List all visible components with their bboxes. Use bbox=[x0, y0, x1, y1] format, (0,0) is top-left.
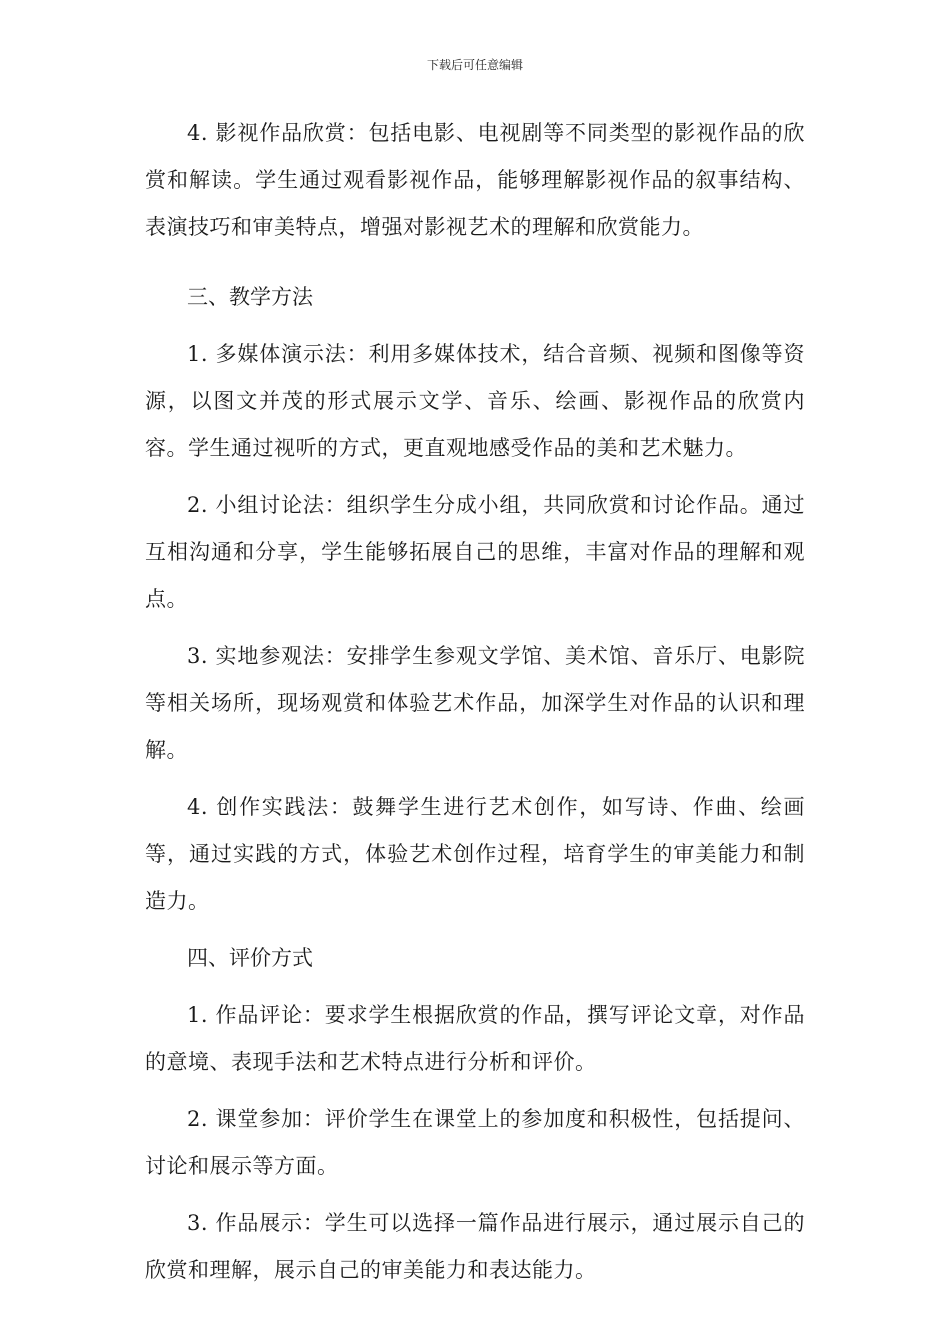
paragraph-method-multimedia: 1. 多媒体演示法：利用多媒体技术，结合音频、视频和图像等资源，以图文并茂的形式展示文学、音乐、绘画、影视作品的欣赏内容。学生通过视听的方式，更直观地感受作品的美和艺术魅力。 bbox=[145, 342, 805, 460]
page-header: 下载后可任意编辑 bbox=[426, 58, 523, 72]
paragraph-eval-participation: 2. 课堂参加：评价学生在课堂上的参加度和积极性，包括提问、讨论和展示等方面。 bbox=[145, 1107, 805, 1178]
heading-evaluation: 四、评价方式 bbox=[187, 946, 313, 970]
paragraph-method-group-discussion: 2. 小组讨论法：组织学生分成小组，共同欣赏和讨论作品。通过互相沟通和分享，学生能够拓展自己的思维，丰富对作品的理解和观点。 bbox=[145, 493, 805, 611]
paragraph-method-creative-practice: 4. 创作实践法：鼓舞学生进行艺术创作，如写诗、作曲、绘画等，通过实践的方式，体验艺术创作过程，培育学生的审美能力和制造力。 bbox=[145, 795, 805, 913]
paragraph-eval-review: 1. 作品评论：要求学生根据欣赏的作品，撰写评论文章，对作品的意境、表现手法和艺术特点进行分析和评价。 bbox=[145, 1003, 805, 1074]
paragraph-eval-showcase: 3. 作品展示：学生可以选择一篇作品进行展示，通过展示自己的欣赏和理解，展示自己的审美能力和表达能力。 bbox=[145, 1211, 805, 1282]
heading-teaching-methods: 三、教学方法 bbox=[187, 285, 313, 309]
paragraph-film-appreciation: 4. 影视作品欣赏：包括电影、电视剧等不同类型的影视作品的欣赏和解读。学生通过观看影视作品，能够理解影视作品的叙事结构、表演技巧和审美特点，增强对影视艺术的理解和欣赏能力。 bbox=[145, 121, 805, 239]
document-body bbox=[145, 110, 805, 1294]
paragraph-method-field-visit: 3. 实地参观法：安排学生参观文学馆、美术馆、音乐厅、电影院等相关场所，现场观赏和体验艺术作品，加深学生对作品的认识和理解。 bbox=[145, 644, 805, 762]
